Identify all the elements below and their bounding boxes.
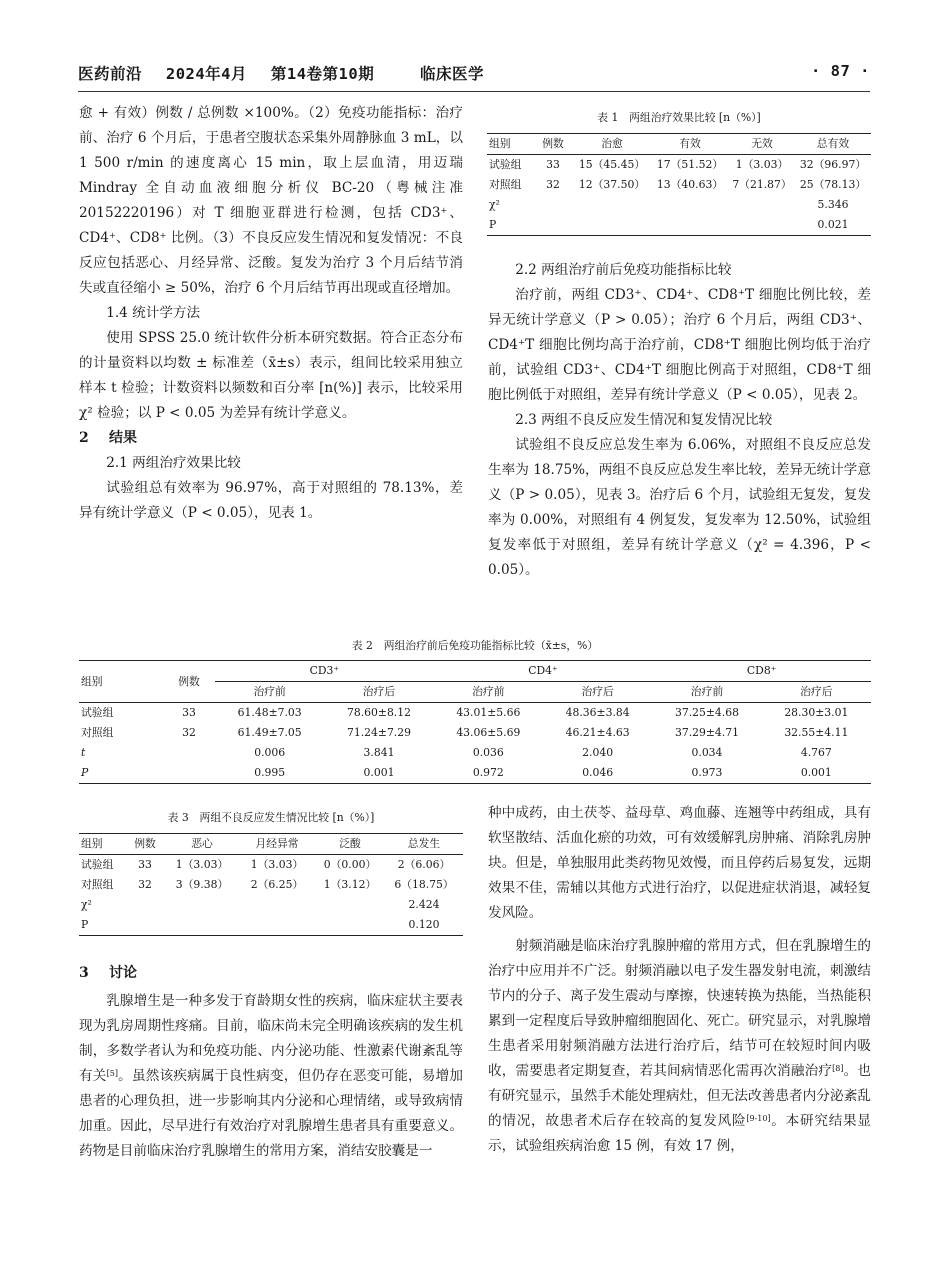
table-row: P 0.021 [487,215,871,236]
table-1-caption: 表 1 两组治疗效果比较 [n（%）] [597,111,761,124]
right-column-discussion [488,801,871,1159]
section-3-heading: 3 讨论 [79,965,137,981]
immune-results-paragraph: 治疗前，两组 CD3⁺、CD4⁺、CD8⁺T 细胞比例比较，差异无统计学意义（P > 0.05）；治疗 6 个月后，两组 CD3⁺、CD4⁺T 细胞比例均高于治疗前，CD8⁺T 细胞比例均低于治疗前，试验组 CD3⁺、CD4⁺T 细胞比例高于对照组，CD8⁺T 细胞比例低于对照组，差异有统计学意义（P < 0.05），见表 2。 [488,287,871,403]
table-3-caption: 表 3 两组不良反应发生情况比较 [n（%）] [167,811,375,824]
method-paragraph: 愈 + 有效）例数 / 总例数 ×100%。（2）免疫功能指标：治疗前、治疗 6 个月后，于患者空腹状态采集外周静脉血 3 mL，以 1 500 r/min 的速度离心 15 min，取上层血清，用迈瑞 Mindray 全自动血液细胞分析仪 BC-20（粤械注准 20152220196）对 T 细胞亚群进行检测，包括 CD3+、CD4+、CD8+ 比例。（3）不良反应发生情况和复发情况：不良反应包括恶心、月经异常、泛酸。复发为治疗 3 个月后结节消失或直径缩小 ≥ 50%，治疗 6 个月后结节再出现或直径增加。 [79,105,463,296]
table-row: P 0.995 0.001 0.972 0.046 0.973 0.001 [81,766,832,779]
page-number: · 87 · [811,62,870,80]
table-2-caption: 表 2 两组治疗前后免疫功能指标比较（x̄±s，%） [351,639,599,652]
running-header [78,62,870,86]
section-name: 临床医学 [420,65,485,83]
section-1-4-heading: 1.4 统计学方法 [106,305,201,321]
discussion-paragraph-3: 射频消融是临床治疗乳腺肿瘤的常用方式，但在乳腺增生的治疗中应用并不广泛。射频消融以电子发生器发射电流，刺激结节内的分子、离子发生震动与摩擦，快速转换为热能，当热能积累到一定程度后导致肿瘤细胞固化、死亡。研究显示，对乳腺增生患者采用射频消融方法进行治疗后，结节可在较短时间内吸收，需要患者定期复查，若其间病情恶化需再次消融治疗[8]。也有研究显示，虽然手术能处理病灶，但无法改善患者内分泌紊乱的情况，故患者术后存在较高的复发风险[9-10]。本研究结果显示，试验组疾病治愈 15 例，有效 17 例， [488,938,872,1154]
volume-issue: 第14卷第10期 [270,65,375,83]
adverse-results-paragraph: 试验组不良反应总发生率为 6.06%，对照组不良反应总发生率为 18.75%，两组不良反应总发生率比较，差异无统计学意义（P > 0.05），见表 3。治疗后 6 个月，试验组无复发，复发率为 0.00%，对照组有 4 例复发，复发率为 12.50%，试验组复发率低于对照组，差异有统计学意义（χ² = 4.396，P < 0.05）。 [488,437,871,578]
table-row: P 0.120 [79,915,463,936]
section-2-1-heading: 2.1 两组治疗效果比较 [106,455,241,471]
section-2-heading: 2 结果 [79,430,137,446]
table-2-header-row: 组别 例数 CD3⁺ CD4⁺ CD8⁺ [79,661,871,682]
issue-date: 2024年4月 [165,65,248,83]
right-column-upper [488,258,871,583]
journal-name: 医药前沿 [78,65,143,83]
discussion-paragraph-1: 乳腺增生是一种多发于育龄期女性的疾病，临床症状主要表现为乳房周期性疼痛。目前，临床尚未完全明确该疾病的发生机制，多数学者认为和免疫功能、内分泌功能、性激素代谢紊乱等有关[5]。虽然该疾病属于良性病变，但仍存在恶变可能，易增加患者的心理负担，进一步影响其内分泌和心理情绪，或导致病情加重。因此，尽早进行有效治疗对乳腺增生患者具有重要意义。药物是目前临床治疗乳腺增生的常用方案，消结安胶囊是一 [79,993,464,1159]
table-1-header-row: 组别 例数 治愈 有效 无效 总有效 [487,134,871,155]
table-row: t 0.006 3.841 0.036 2.040 0.034 4.767 [81,746,832,759]
table-row: 对照组 32 3（9.38） 2（6.25） 1（3.12） 6（18.75） [81,878,454,891]
table-row: 试验组 33 15（45.45） 17（51.52） 1（3.03） 32（96.97） [489,158,867,171]
table-1 [487,110,871,236]
header-rule [78,91,870,92]
table-3 [79,810,463,936]
table-2 [79,638,871,784]
results-efficacy-paragraph: 试验组总有效率为 96.97%，高于对照组的 78.13%，差异有统计学意义（P < 0.05），见表 1。 [79,480,463,521]
table-row: 试验组 33 61.48±7.03 78.60±8.12 43.01±5.66 48.36±3.84 37.25±4.68 28.30±3.01 [81,706,849,719]
table-row: 试验组 33 1（3.03） 1（3.03） 0（0.00） 2（6.06） [81,858,451,871]
table-row: 对照组 32 61.49±7.05 71.24±7.29 43.06±5.69 46.21±4.63 37.29±4.71 32.55±4.11 [81,726,849,739]
discussion-paragraph-2: 种中成药，由土茯苓、益母草、鸡血藤、连翘等中药组成，具有软坚散结、活血化瘀的功效，可有效缓解乳房肿痛、消除乳房肿块。但是，单独服用此类药物见效慢，而且停药后易复发，远期效果不佳，需辅以其他方式进行治疗，以促进症状消退，减轻复发风险。 [488,805,871,921]
left-column-upper [79,101,463,526]
table-row: 对照组 32 12（37.50） 13（40.63） 7（21.87） 25（78.13） [489,178,867,191]
table-2-subheader-row: 治疗前 治疗后 治疗前 治疗后 治疗前 治疗后 [79,682,871,703]
table-row: χ² 2.424 [81,898,440,911]
table-row: χ² 5.346 [489,198,849,211]
stats-paragraph: 使用 SPSS 25.0 统计软件分析本研究数据。符合正态分布的计量资料以均数 ± 标准差（x̄±s）表示，组间比较采用独立样本 t 检验；计数资料以频数和百分率 [n(%)] 表示，比较采用 χ² 检验；以 P < 0.05 为差异有统计学意义。 [79,330,463,421]
table-3-header-row: 组别 例数 恶心 月经异常 泛酸 总发生 [79,834,463,855]
left-column-discussion [79,961,463,1164]
section-2-2-heading: 2.2 两组治疗前后免疫功能指标比较 [515,262,732,278]
section-2-3-heading: 2.3 两组不良反应发生情况和复发情况比较 [515,412,773,428]
